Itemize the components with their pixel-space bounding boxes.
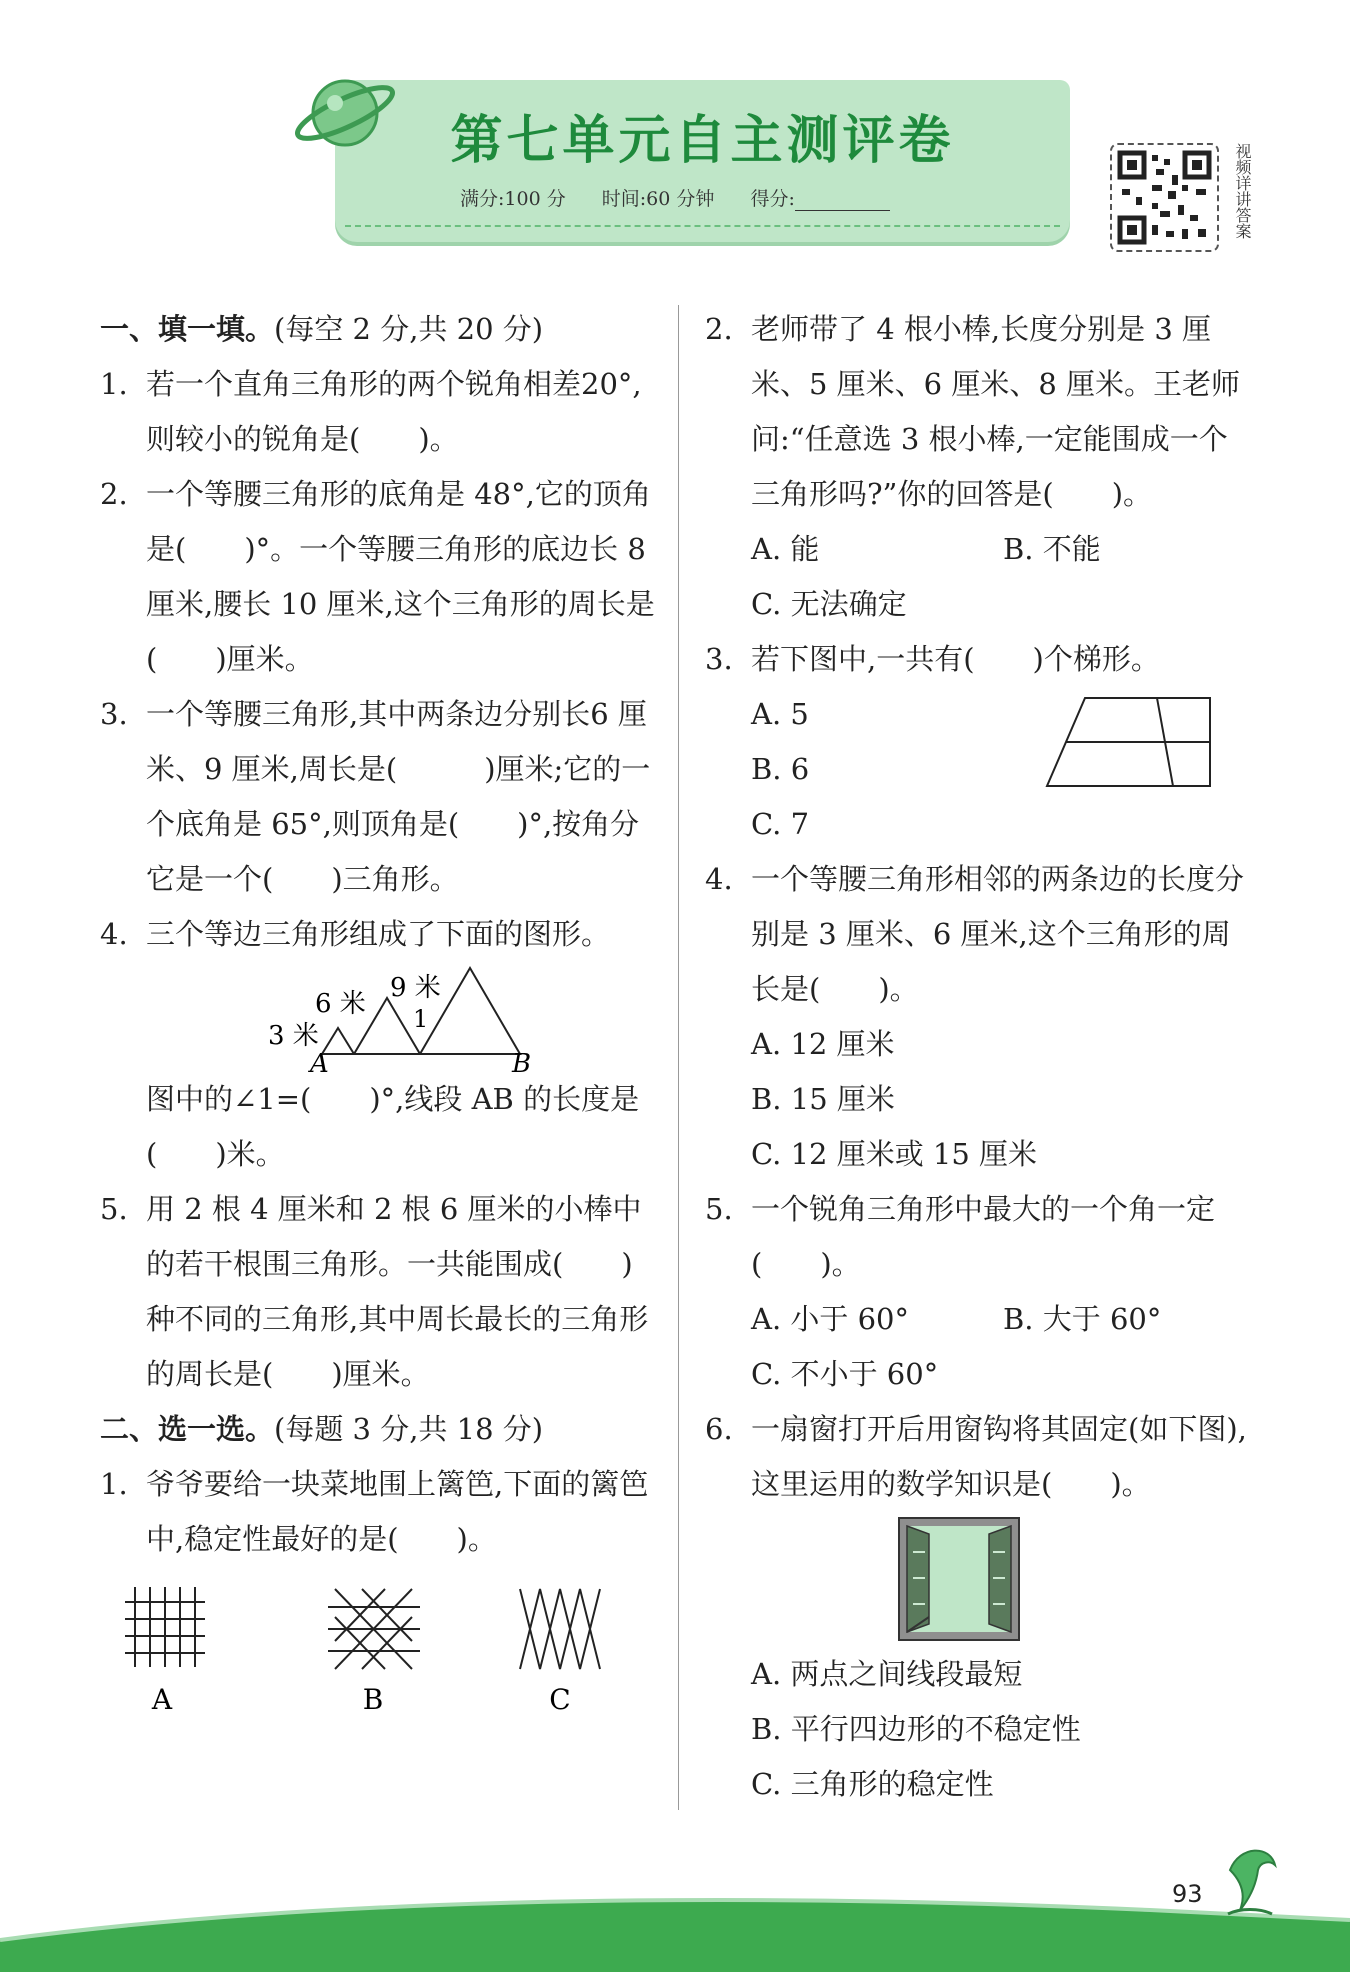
right-column	[705, 302, 1255, 1812]
option-a[interactable]: A. 小于 60°	[751, 1302, 909, 1336]
score-label: 得分:	[750, 188, 889, 210]
option-c[interactable]: C. 无法确定	[751, 587, 907, 621]
fence-a-label: A	[151, 1683, 173, 1716]
option-b[interactable]: B. 15 厘米	[751, 1082, 895, 1116]
question-2-2: 2. 老师带了 4 根小棒,长度分别是 3 厘米、5 厘米、6 厘米、8 厘米。王老师问:“任意选 3 根小棒,一定能围成一个三角形吗?”你的回答是( )。	[705, 312, 1241, 511]
fence-b	[328, 1589, 420, 1669]
question-2-2-options-ab	[705, 522, 1255, 577]
section1-heading: 一、填一填。(每空 2 分,共 20 分)	[100, 312, 544, 346]
fence-options	[100, 1567, 655, 1717]
label-3m: 3 米	[268, 1021, 319, 1051]
question-2-3-body	[705, 687, 1255, 852]
option-c[interactable]: C. 不小于 60°	[751, 1357, 939, 1391]
banner-dashed-line	[345, 225, 1060, 227]
question-2-1: 1. 爷爷要给一块菜地围上篱笆,下面的篱笆中,稳定性最好的是( )。	[100, 1467, 649, 1556]
footer-wave	[0, 1880, 1350, 1972]
left-column	[100, 302, 655, 1717]
option-c[interactable]: C. 三角形的稳定性	[751, 1767, 994, 1801]
fence-a	[125, 1587, 205, 1667]
option-b[interactable]: B. 不能	[1003, 532, 1101, 566]
question-2-4: 4. 一个等腰三角形相邻的两条边的长度分别是 3 厘米、6 厘米,这个三角形的周长是( )。	[705, 862, 1245, 1006]
page-title: 第七单元自主测评卷	[450, 111, 955, 171]
point-a-label: A	[310, 1049, 329, 1072]
option-b[interactable]: B. 平行四边形的不稳定性	[751, 1712, 1081, 1746]
question-2-3: 3. 若下图中,一共有( )个梯形。	[705, 642, 1160, 676]
option-c[interactable]: C. 12 厘米或 15 厘米	[751, 1137, 1038, 1171]
label-6m: 6 米	[315, 989, 366, 1019]
dolphin-icon	[1220, 1840, 1280, 1920]
question-1-2: 2. 一个等腰三角形的底角是 48°,它的顶角是( )°。一个等腰三角形的底边长 8 厘米,腰长 10 厘米,这个三角形的周长是( )厘米。	[100, 477, 655, 676]
section2-heading: 二、选一选。(每题 3 分,共 18 分)	[100, 1412, 544, 1446]
fence-c-label: C	[549, 1683, 571, 1716]
qr-caption: 视频详讲答案	[1233, 143, 1252, 239]
question-1-4-blanks: 图中的∠1=( )°,线段 AB 的长度是( )米。	[146, 1082, 640, 1171]
option-b[interactable]: B. 大于 60°	[1003, 1302, 1162, 1336]
question-2-5-options-ab	[705, 1292, 1255, 1347]
triangles-figure	[100, 962, 655, 1072]
page-number: 93	[1172, 1880, 1203, 1908]
question-1-3: 3. 一个等腰三角形,其中两条边分别长6 厘米、9 厘米,周长是( )厘米;它的一个底角是 65°,则顶角是( )°,按角分它是一个( )三角形。	[100, 697, 651, 896]
option-a[interactable]: A. 能	[751, 532, 820, 566]
option-c[interactable]: C. 7	[751, 807, 810, 841]
full-score: 满分:100 分	[460, 188, 566, 210]
question-1-4: 4. 三个等边三角形组成了下面的图形。	[100, 917, 611, 951]
question-1-1: 1. 若一个直角三角形的两个锐角相差20°,则较小的锐角是( )。	[100, 367, 642, 456]
question-1-5: 5. 用 2 根 4 厘米和 2 根 6 厘米的小棒中的若干根围三角形。一共能围成( )种不同的三角形,其中周长最长的三角形的周长是( )厘米。	[100, 1192, 649, 1391]
qr-code-icon[interactable]	[1110, 143, 1219, 252]
time-limit: 时间:60 分钟	[601, 188, 715, 210]
fence-b-label: B	[362, 1683, 384, 1716]
option-b[interactable]: B. 6	[751, 752, 810, 786]
angle-1-label: 1	[413, 1005, 429, 1033]
question-2-5: 5. 一个锐角三角形中最大的一个角一定( )。	[705, 1192, 1216, 1281]
question-2-6: 6. 一扇窗打开后用窗钩将其固定(如下图),这里运用的数学知识是( )。	[705, 1412, 1247, 1501]
score-blank[interactable]	[795, 192, 890, 211]
point-b-label: B	[512, 1049, 532, 1072]
window-figure	[895, 1512, 1350, 1647]
trapezoid-figure	[1045, 692, 1220, 792]
exam-info	[460, 184, 920, 211]
column-divider	[678, 305, 679, 1810]
option-a[interactable]: A. 两点之间线段最短	[751, 1657, 1023, 1691]
option-a[interactable]: A. 5	[751, 697, 809, 731]
option-a[interactable]: A. 12 厘米	[751, 1027, 895, 1061]
fence-c	[520, 1589, 600, 1669]
label-9m: 9 米	[390, 973, 441, 1003]
